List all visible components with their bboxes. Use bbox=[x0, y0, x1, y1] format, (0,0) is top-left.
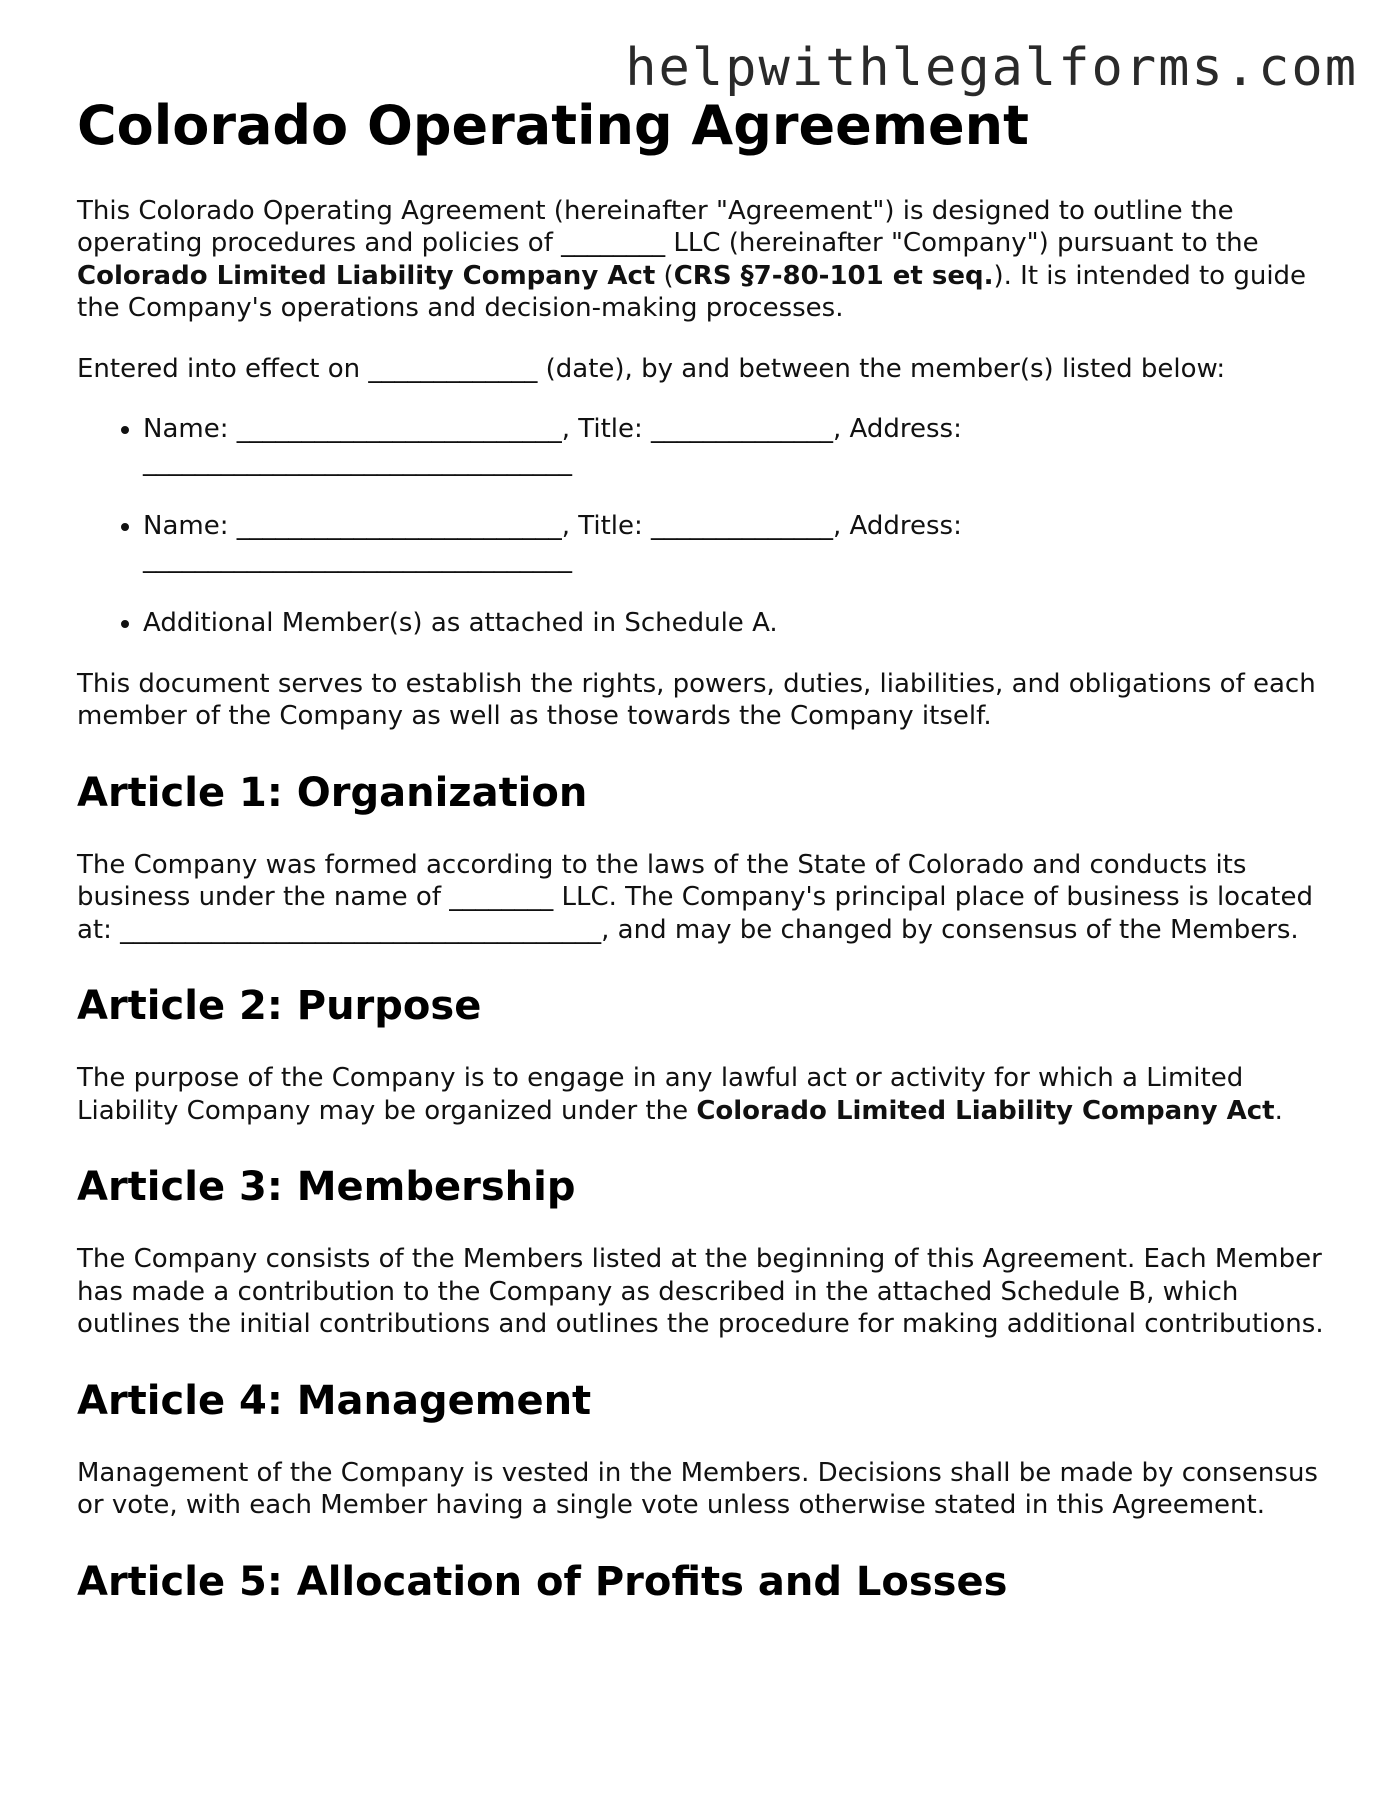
document-page bbox=[77, 94, 1327, 1638]
article-2-text-1: The purpose of the Company is to engage in any lawful act or activity for which a Limited Liability Company may be organized under the bbox=[77, 1063, 1244, 1126]
article-5-heading: Article 5: Allocation of Profits and Losses bbox=[77, 1558, 1008, 1605]
member-list bbox=[77, 413, 1327, 640]
intro-text-2: ( bbox=[655, 260, 674, 291]
purpose-statement: This document serves to establish the rights, powers, duties, liabilities, and obligations of each member of the Company as well as those towards the Company itself. bbox=[77, 668, 1316, 732]
intro-text-1: This Colorado Operating Agreement (hereinafter "Agreement") is designed to outline the operating procedures and policies of ________ LLC (hereinafter "Company") pursuant to the bbox=[77, 195, 1259, 259]
article-3-heading: Article 3: Membership bbox=[77, 1164, 576, 1211]
article-4-text: Management of the Company is vested in the Members. Decisions shall be made by consensus or vote, with each Member having a single vote unless otherwise stated in this Agreement. bbox=[77, 1457, 1318, 1521]
article-1-heading: Article 1: Organization bbox=[77, 769, 588, 816]
article-2-text bbox=[77, 1062, 1327, 1127]
act-name-bold: Colorado Limited Liability Company Act bbox=[77, 260, 656, 291]
intro-paragraph bbox=[77, 195, 1327, 325]
member-item-1: • Name: _________________________, Title: ______________, Address: _________________________________ bbox=[143, 413, 1327, 478]
article-3-text: The Company consists of the Members listed at the beginning of this Agreement. Each Member has made a contribution to the Company as described in the attached Schedule B, which outlines the initial contributions and outlines the procedure for making additional contributions. bbox=[77, 1244, 1324, 1340]
article-1-text: The Company was formed according to the laws of the State of Colorado and conducts its business under the name of ________ LLC. The Company's principal place of business is located at: _____________________________________, and may be changed by consensus of the Members. bbox=[77, 849, 1313, 945]
watermark: helpwithlegalforms.com bbox=[625, 38, 1358, 98]
article-4-heading: Article 4: Management bbox=[77, 1377, 592, 1424]
member-item-2: • Name: _________________________, Title: ______________, Address: _________________________________ bbox=[143, 510, 1327, 575]
intro-text-3: ). It is intended to guide the Company's operations and decision-making processes. bbox=[77, 260, 1307, 324]
document-title: Colorado Operating Agreement bbox=[77, 94, 1029, 157]
effective-date-paragraph: Entered into effect on _____________ (date), by and between the member(s) listed below: bbox=[77, 353, 1226, 384]
statute-bold: CRS §7-80-101 et seq. bbox=[673, 260, 994, 291]
article-2-text-2: . bbox=[1274, 1095, 1283, 1126]
article-2-act-name-bold: Colorado Limited Liability Company Act bbox=[696, 1095, 1275, 1126]
article-2-heading: Article 2: Purpose bbox=[77, 983, 482, 1030]
member-item-additional: • Additional Member(s) as attached in Schedule A. bbox=[143, 607, 1327, 640]
